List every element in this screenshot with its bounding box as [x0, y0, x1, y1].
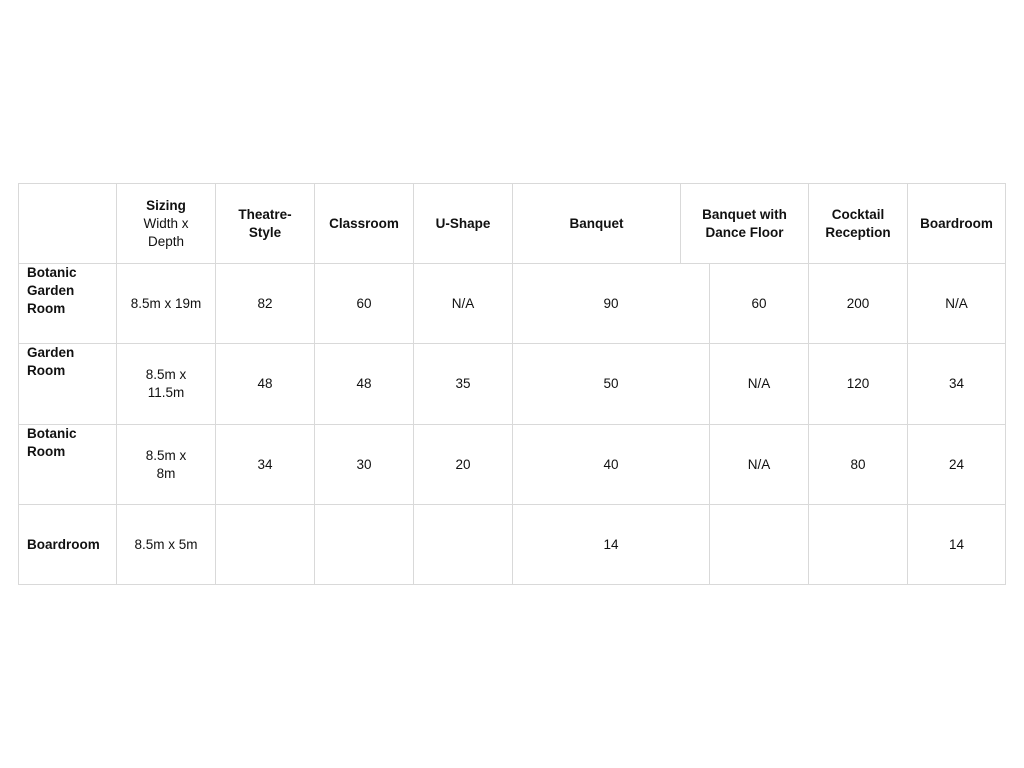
cell-classroom: 30 — [314, 424, 414, 505]
cell-sizing-line2: 8m — [156, 465, 176, 481]
cell-boardroom: 14 — [907, 504, 1006, 585]
cell-cocktail: 120 — [808, 343, 908, 425]
cell-theatre: 48 — [215, 343, 315, 425]
cell-theatre: 82 — [215, 263, 315, 344]
row-name-line2: Room — [27, 363, 66, 378]
cell-u-shape: 35 — [413, 343, 513, 425]
cell-banquet-dance-floor: 60 — [709, 263, 809, 344]
cell-sizing-line2: 11.5m — [147, 385, 185, 400]
cell-boardroom: N/A — [907, 263, 1006, 344]
row-name-boardroom: Boardroom — [18, 504, 117, 585]
cell-classroom: 60 — [314, 263, 414, 344]
row-name-line2: Room — [27, 444, 66, 459]
cell-banquet: 90 — [512, 263, 710, 344]
header-banquet-dance-floor — [680, 183, 809, 264]
row-name-garden-room — [18, 343, 117, 425]
header-cocktail-reception — [808, 183, 908, 264]
row-name-line2: Garden — [27, 283, 75, 298]
cell-u-shape: 20 — [413, 424, 513, 505]
cell-theatre — [215, 504, 315, 585]
header-theatre-line2: Style — [248, 224, 282, 240]
cell-banquet-dance-floor: N/A — [709, 424, 809, 505]
header-banquet: Banquet — [512, 183, 681, 264]
cell-sizing: 8.5m x 19m — [116, 263, 216, 344]
cell-sizing-line1: 8.5m x — [145, 447, 187, 463]
cell-classroom — [314, 504, 414, 585]
header-classroom: Classroom — [314, 183, 414, 264]
header-sizing — [116, 183, 216, 264]
cell-u-shape — [413, 504, 513, 585]
cell-theatre: 34 — [215, 424, 315, 505]
cell-sizing: 8.5m x 5m — [116, 504, 216, 585]
cell-sizing — [116, 424, 216, 505]
header-sizing-subtitle-line1: Width x — [143, 215, 189, 231]
header-boardroom: Boardroom — [907, 183, 1006, 264]
header-banquet-dance-line2: Dance Floor — [705, 224, 784, 240]
cell-classroom: 48 — [314, 343, 414, 425]
cell-cocktail: 80 — [808, 424, 908, 505]
cell-banquet-dance-floor — [709, 504, 809, 585]
cell-banquet: 40 — [512, 424, 710, 505]
header-theatre-style — [215, 183, 315, 264]
cell-boardroom: 24 — [907, 424, 1006, 505]
cell-banquet: 50 — [512, 343, 710, 425]
cell-cocktail — [808, 504, 908, 585]
row-name-botanic-room — [18, 424, 117, 505]
cell-sizing-line1: 8.5m x — [145, 367, 187, 382]
cell-banquet: 14 — [512, 504, 710, 585]
cell-sizing — [116, 343, 216, 425]
header-u-shape: U-Shape — [413, 183, 513, 264]
cell-banquet-dance-floor: N/A — [709, 343, 809, 425]
header-theatre-line1: Theatre- — [238, 206, 292, 222]
header-sizing-subtitle-line2: Depth — [147, 233, 185, 249]
header-corner-cell — [18, 183, 117, 264]
row-name-line3: Room — [27, 301, 66, 316]
cell-boardroom: 34 — [907, 343, 1006, 425]
row-name-botanic-garden-room — [18, 263, 117, 344]
header-cocktail-line1: Cocktail — [831, 206, 885, 222]
cell-cocktail: 200 — [808, 263, 908, 344]
row-name-line1: Botanic — [27, 265, 77, 280]
header-cocktail-line2: Reception — [825, 224, 891, 240]
row-name-line1: Botanic — [27, 426, 77, 441]
row-name-line1: Garden — [27, 345, 75, 360]
header-sizing-title: Sizing — [146, 197, 186, 213]
cell-u-shape: N/A — [413, 263, 513, 344]
header-banquet-dance-line1: Banquet with — [702, 206, 787, 222]
